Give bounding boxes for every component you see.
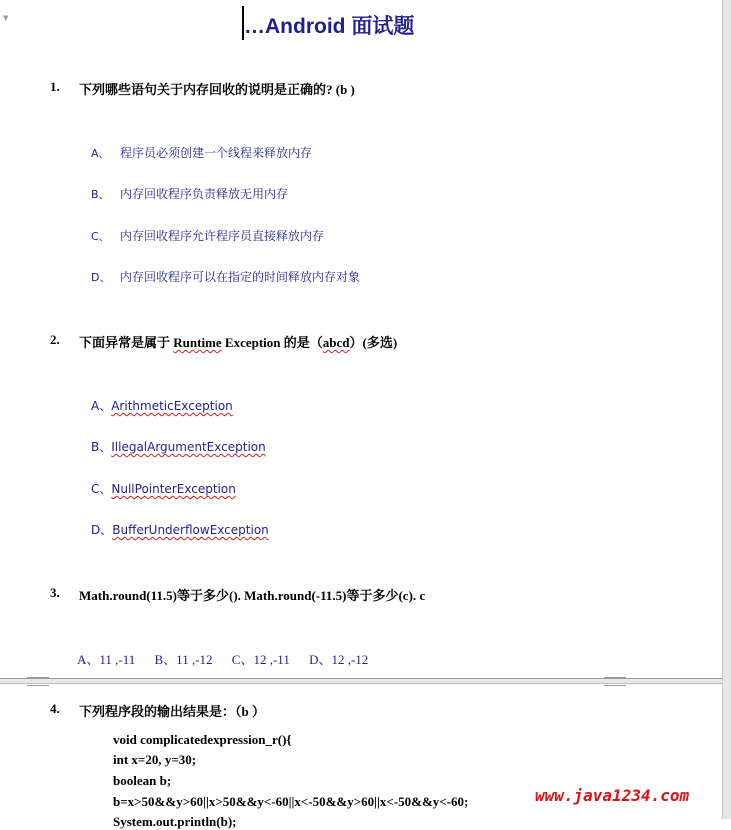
question-text-prefix: 下面异常是属于	[79, 335, 174, 350]
page-break-marker-left	[27, 677, 49, 686]
question-number: 1.	[50, 79, 60, 94]
question-text: Math.round(11.5)等于多少(). Math.round(-11.5)等于多少(c). c	[79, 588, 426, 603]
collapse-arrow-icon[interactable]: ▼	[3, 14, 9, 22]
option-letter: D、	[91, 271, 111, 284]
q3-option-d: D、12 ,-12	[309, 652, 369, 667]
option-text: 内存回收程序允许程序员直接释放内存	[120, 229, 325, 243]
q1-option-b	[91, 185, 288, 202]
question-text-answer: abcd	[322, 335, 350, 350]
code-line: b=x>50&&y>60||x>50&&y<-60||x<-50&&y>60||x<-50&&y<-60;	[113, 794, 469, 809]
option-letter: C、	[91, 482, 112, 496]
option-text: NullPointerException	[111, 482, 236, 496]
question-text-suffix: ）(多选)	[349, 335, 398, 350]
q3-options	[77, 649, 384, 668]
q1-option-c	[91, 227, 324, 244]
question-text-mid: Exception 的是（	[221, 335, 323, 350]
document-title: …Android 面试题	[244, 15, 415, 38]
option-text: 内存回收程序可以在指定的时间释放内存对象	[120, 270, 361, 284]
option-letter: A、	[91, 399, 112, 413]
code-line: void complicatedexpression_r(){	[113, 732, 292, 747]
code-line: int x=20, y=30;	[113, 752, 197, 767]
q3-option-c: C、12 ,-11	[231, 652, 290, 667]
q2-option-d	[91, 521, 269, 538]
question-text-runtime: Runtime	[173, 335, 222, 350]
question-number: 3.	[50, 585, 60, 600]
option-letter: A、	[91, 147, 110, 160]
question-text	[79, 332, 397, 351]
option-letter: B、	[91, 440, 112, 454]
option-text: 内存回收程序负责释放无用内存	[120, 187, 289, 201]
watermark: www.java1234.com	[535, 786, 690, 805]
option-letter: C、	[91, 230, 110, 243]
q1-option-d	[91, 268, 360, 285]
option-text: IllegalArgumentException	[111, 440, 266, 454]
page-break-marker-right	[604, 677, 626, 686]
option-text: ArithmeticException	[111, 399, 233, 413]
code-line: System.out.println(b);	[113, 814, 237, 829]
question-number: 2.	[50, 332, 60, 347]
question-text: 下列哪些语句关于内存回收的说明是正确的? (b )	[79, 82, 355, 97]
window-right-edge	[722, 0, 731, 819]
q2-option-c	[91, 480, 236, 497]
code-line: boolean b;	[113, 773, 172, 788]
option-text: 程序员必须创建一个线程来释放内存	[120, 146, 313, 160]
q3-option-b: B、11 ,-12	[154, 652, 213, 667]
q2-option-a	[91, 397, 233, 414]
option-text: BufferUnderflowException	[112, 523, 269, 537]
question-text: 下列程序段的输出结果是：（b ）	[79, 704, 265, 719]
option-letter: B、	[91, 188, 110, 201]
q2-option-b	[91, 438, 266, 455]
option-letter: D、	[91, 523, 113, 537]
q1-option-a	[91, 144, 312, 161]
question-number: 4.	[50, 701, 60, 716]
q3-option-a: A、11 ,-11	[77, 652, 136, 667]
